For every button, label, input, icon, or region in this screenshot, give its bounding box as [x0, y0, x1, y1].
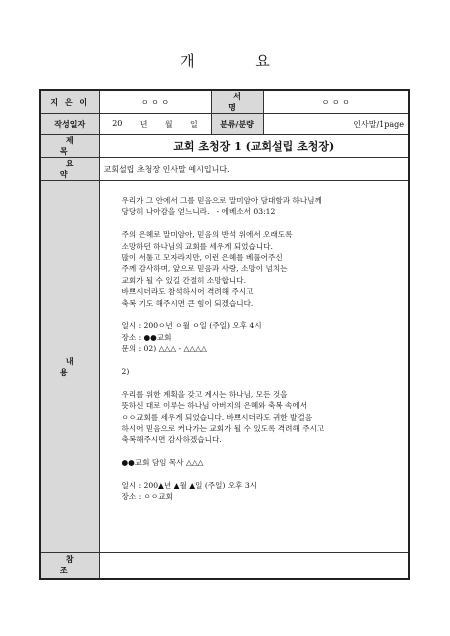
content-line: 2)	[121, 367, 130, 377]
subject-row	[40, 135, 409, 158]
content-line	[122, 309, 399, 320]
summary-label: 요 약	[40, 158, 99, 181]
category-value: 인사말/1page	[263, 114, 409, 135]
content-line: 주의 은혜로 말미암아, 믿음의 반석 위에서 오래도록	[121, 230, 293, 240]
summary-value: 교회설립 초청장 인사말 예시입니다.	[99, 158, 409, 181]
subject-label: 제 목	[40, 135, 99, 158]
author-row	[40, 90, 409, 114]
content-line: ●●교회 담임 목사 △△△	[121, 458, 204, 468]
reference-row	[40, 553, 409, 579]
content-lines	[122, 195, 399, 503]
signature-value: ㅇ ㅇ ㅇ	[263, 90, 409, 114]
content-line: 일시 : 200▲년 ▲월 ▲일 (주일) 오후 3시	[121, 481, 258, 491]
author-value: ㅇ ㅇ ㅇ	[99, 90, 211, 114]
content-line: 교회가 될 수 있길 간절히 소망합니다.	[121, 275, 247, 285]
content-line: 하시어 믿음으로 커나가는 교회가 될 수 있도록 격려해 주시고	[121, 424, 325, 434]
content-line: 일시 : 200ㅇ년 ㅇ월 ㅇ일 (주일) 오후 4시	[121, 321, 262, 331]
author-label: 지 은 이	[40, 90, 99, 114]
content-line: 당당히 나아감을 얻느니라. - 에베소서 03:12	[121, 207, 276, 217]
overview-form	[39, 89, 410, 580]
content-line	[122, 446, 399, 457]
content-line: 바쁘시더라도 참석하시어 격려해 주시고	[121, 287, 254, 297]
category-label: 분류/분량	[211, 114, 263, 135]
date-prefix: 20	[112, 118, 123, 128]
content-row	[40, 181, 409, 553]
content-line: 우리를 위한 계획을 갖고 계시는 하나님, 모든 것을	[121, 389, 288, 399]
content-line: 문의 : 02) △△△ - △△△△	[121, 344, 207, 354]
content-line	[122, 469, 399, 480]
content-line: 많이 서툴고 모자라지만, 이런 은혜를 베풀어주신	[121, 253, 283, 263]
date-value	[99, 114, 211, 135]
page-title: 개 요	[180, 52, 298, 70]
content-line	[122, 377, 399, 388]
content-body	[99, 181, 409, 553]
summary-row	[40, 158, 409, 181]
date-day-unit: 일	[190, 119, 198, 129]
content-line: 주께 감사하며, 앞으로 믿음과 사랑, 소망이 넘치는	[121, 264, 288, 274]
content-line: ㅇㅇ교회를 세우게 되었습니다. 바쁘시더라도 귀한 발걸음	[121, 412, 313, 422]
content-line	[122, 218, 399, 229]
date-row	[40, 114, 409, 135]
reference-label: 참 조	[40, 553, 99, 579]
content-line: 축복해주시면 감사하겠습니다.	[121, 435, 222, 445]
content-line: 뜻하신 대로 이루는 하나님 아버지의 은혜와 축복 속에서	[121, 401, 308, 411]
content-line: 소망하던 하나님의 교회를 세우게 되었습니다.	[121, 241, 273, 251]
content-label: 내 용	[40, 181, 99, 553]
subject-value: 교회 초청장 1 (교회설립 초청장)	[99, 135, 409, 158]
content-line	[122, 355, 399, 366]
date-month-unit: 월	[164, 119, 173, 129]
signature-label: 서 명	[211, 90, 263, 114]
content-line: 장소 : ●●교회	[121, 332, 172, 342]
content-line: 우리가 그 안에서 그를 믿음으로 말미암아 담대함과 하나님께	[121, 196, 322, 205]
date-label: 작성일자	[40, 114, 99, 135]
reference-value	[99, 553, 409, 579]
content-line: 장소 : ㅇㅇ교회	[121, 492, 173, 502]
date-year-unit: 년	[139, 119, 148, 129]
content-line: 축복 기도 해주시면 큰 힘이 되겠습니다.	[121, 298, 254, 308]
